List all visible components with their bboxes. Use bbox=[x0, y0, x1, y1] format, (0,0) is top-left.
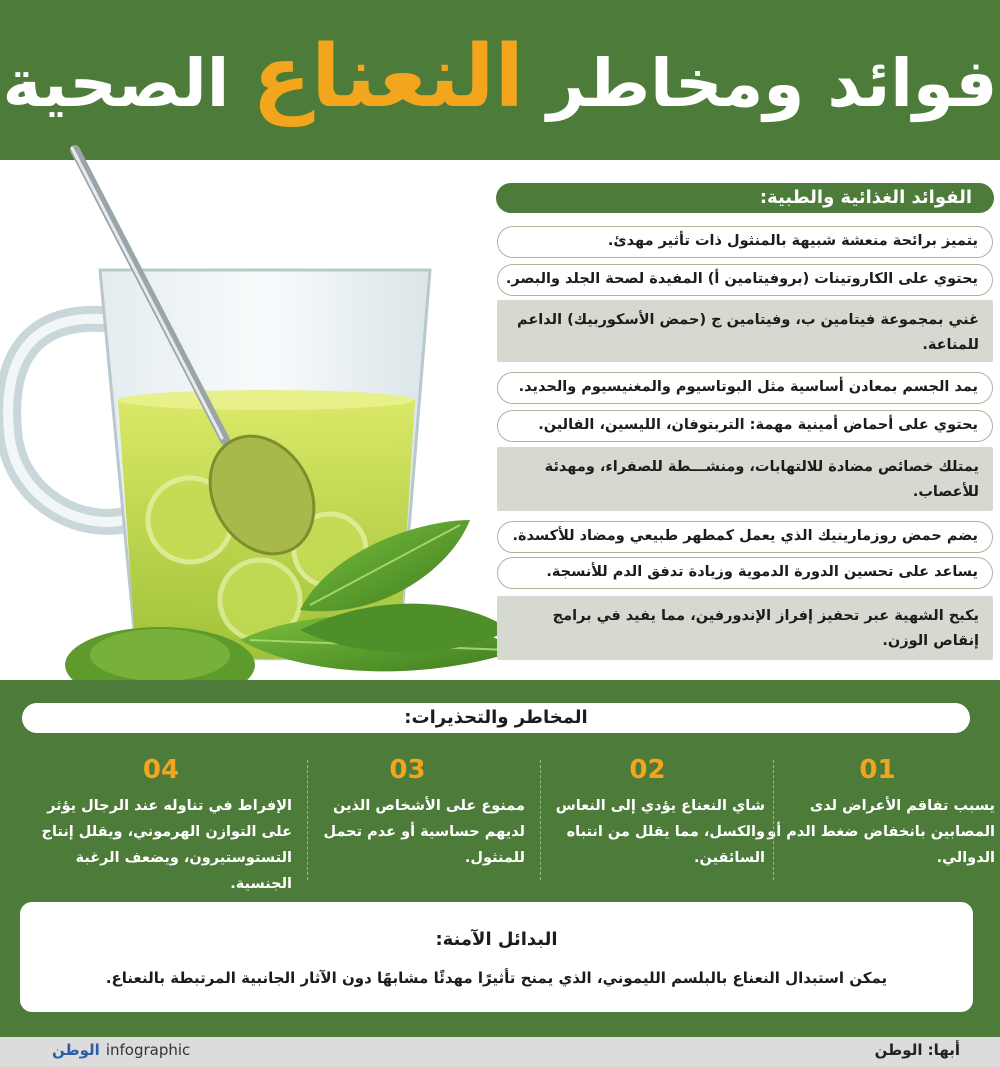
risk-item bbox=[530, 755, 765, 885]
benefit-item: يكبح الشهية عبر تحفيز إفراز الإندورفين، مما يفيد في برامج إنقاص الوزن. bbox=[497, 596, 993, 660]
risk-number: 01 bbox=[859, 755, 896, 785]
risk-item bbox=[30, 755, 292, 892]
title-part1: فوائد ومخاطر bbox=[523, 45, 998, 122]
risk-item bbox=[290, 755, 525, 885]
risk-number: 02 bbox=[629, 755, 666, 785]
mint-tea-illustration bbox=[0, 120, 530, 710]
benefits-header: الفوائد الغذائية والطبية: bbox=[496, 183, 994, 213]
footer-tag: infographic bbox=[105, 1041, 191, 1059]
footer-brand bbox=[52, 1041, 190, 1059]
safe-alternatives-header: البدائل الآمنة: bbox=[435, 929, 558, 950]
benefit-item: يحتوي على الكاروتينات (بروفيتامين أ) المفيدة لصحة الجلد والبصر. bbox=[497, 264, 993, 296]
benefit-item: غني بمجموعة فيتامين ب، وفيتامين ج (حمض الأسكوربيك) الداعم للمناعة. bbox=[497, 300, 993, 362]
benefit-item: يمتلك خصائص مضادة للالتهابات، ومنشـــطة للصفراء، ومهدئة للأعصاب. bbox=[497, 447, 993, 511]
title-highlight: النعناع bbox=[252, 27, 524, 127]
risk-text: ممنوع على الأشخاص الذين لديهم حساسية أو عدم تحمل للمنثول. bbox=[323, 798, 525, 866]
footer-credit: أبها: الوطن bbox=[874, 1041, 960, 1059]
title-part2: الصحية bbox=[2, 45, 253, 122]
risk-number: 03 bbox=[389, 755, 426, 785]
risk-text: شاي النعناع يؤدي إلى النعاس والكسل، مما يقلل من انتباه السائقين. bbox=[555, 798, 765, 866]
risk-number: 04 bbox=[142, 755, 180, 785]
divider bbox=[773, 760, 774, 880]
benefit-item: يساعد على تحسين الدورة الدموية وزيادة تدفق الدم للأنسجة. bbox=[497, 557, 993, 589]
risk-text: الإفراط في تناوله عند الرجال يؤثر على التوازن الهرموني، ويقلل إنتاج التستوستيرون، ويضعف الرغبة الجنسية. bbox=[41, 798, 292, 892]
divider bbox=[307, 760, 308, 880]
risk-item bbox=[760, 755, 995, 885]
safe-alternatives-text: يمكن استبدال النعناع بالبلسم الليموني، الذي يمنح تأثيرًا مهدئًا مشابهًا دون الآثار الجانبية المرتبطة بالنعناع. bbox=[105, 969, 888, 987]
alwatan-logo: الوطن bbox=[52, 1041, 100, 1059]
footer bbox=[0, 1037, 1000, 1067]
benefit-item: يتميز برائحة منعشة شبيهة بالمنثول ذات تأثير مهدئ. bbox=[497, 226, 993, 258]
risk-text: يسبب تفاقم الأعراض لدى المصابين بانخفاض ضغط الدم أو الدوالي. bbox=[767, 798, 995, 866]
divider bbox=[540, 760, 541, 880]
benefit-item: يحتوي على أحماض أمينية مهمة: التربتوفان، الليسين، الفالين. bbox=[497, 410, 993, 442]
risks-header: المخاطر والتحذيرات: bbox=[22, 703, 970, 733]
benefit-item: يمد الجسم بمعادن أساسية مثل البوتاسيوم والمغنيسيوم والحديد. bbox=[497, 372, 993, 404]
benefit-item: يضم حمض روزمارينيك الذي يعمل كمطهر طبيعي ومضاد للأكسدة. bbox=[497, 521, 993, 553]
safe-alternatives-box bbox=[20, 902, 973, 1012]
